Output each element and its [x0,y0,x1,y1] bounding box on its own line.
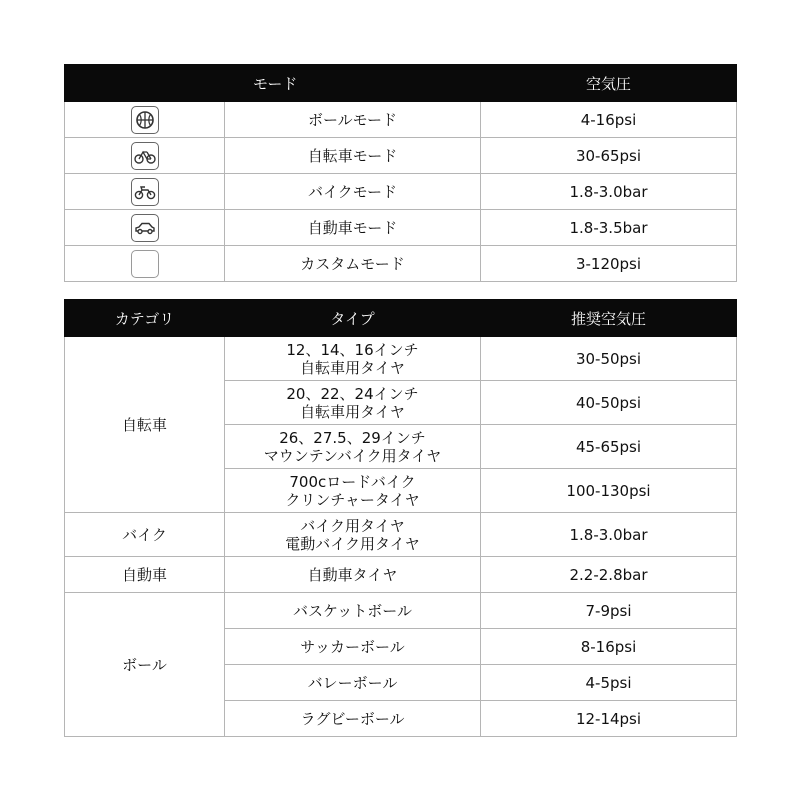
recommended-pressure: 40-50psi [481,381,737,425]
tire-type: 26、27.5、29インチ マウンテンバイク用タイヤ [225,425,481,469]
tire-type: バレーボール [225,665,481,701]
mode-table [64,64,737,282]
table-row [65,557,737,593]
tire-type: 700cロードバイク クリンチャータイヤ [225,469,481,513]
pressure-header: 空気圧 [481,65,737,102]
recommended-pressure-header: 推奨空気圧 [481,300,737,337]
category-bicycle: 自転車 [65,337,225,513]
recommended-pressure: 7-9psi [481,593,737,629]
mode-pressure: 4-16psi [481,102,737,138]
tire-type: バスケットボール [225,593,481,629]
table-row [65,246,737,282]
table-row [65,102,737,138]
recommended-pressure: 8-16psi [481,629,737,665]
tire-type: 自動車タイヤ [225,557,481,593]
bicycle-icon [131,142,159,170]
table-row [65,593,737,629]
table-row [65,513,737,557]
mode-name: 自転車モード [225,138,481,174]
tire-type: ラグビーボール [225,701,481,737]
recommended-pressure: 30-50psi [481,337,737,381]
mode-pressure: 3-120psi [481,246,737,282]
mode-name: ボールモード [225,102,481,138]
mode-name: 自動車モード [225,210,481,246]
recommended-pressure: 4-5psi [481,665,737,701]
mode-name: バイクモード [225,174,481,210]
mode-pressure: 1.8-3.5bar [481,210,737,246]
mode-name: カスタムモード [225,246,481,282]
mode-pressure: 30-65psi [481,138,737,174]
recommended-pressure-table [64,299,737,737]
blank-icon [131,250,159,278]
table-row [65,210,737,246]
recommended-pressure: 45-65psi [481,425,737,469]
ball-icon [131,106,159,134]
recommended-pressure: 12-14psi [481,701,737,737]
tire-type: サッカーボール [225,629,481,665]
car-icon [131,214,159,242]
tire-type: 20、22、24インチ 自転車用タイヤ [225,381,481,425]
tire-type: 12、14、16インチ 自転車用タイヤ [225,337,481,381]
category-ball: ボール [65,593,225,737]
tire-type: バイク用タイヤ 電動バイク用タイヤ [225,513,481,557]
recommended-pressure: 2.2-2.8bar [481,557,737,593]
category-bike: バイク [65,513,225,557]
type-header: タイプ [225,300,481,337]
mode-pressure: 1.8-3.0bar [481,174,737,210]
mode-header: モード [65,65,481,102]
recommended-pressure: 100-130psi [481,469,737,513]
mode-table-header [65,65,737,102]
category-car: 自動車 [65,557,225,593]
table-row [65,337,737,381]
category-header: カテゴリ [65,300,225,337]
recommend-table-header [65,300,737,337]
recommended-pressure: 1.8-3.0bar [481,513,737,557]
table-row [65,138,737,174]
motorbike-icon [131,178,159,206]
table-row [65,174,737,210]
